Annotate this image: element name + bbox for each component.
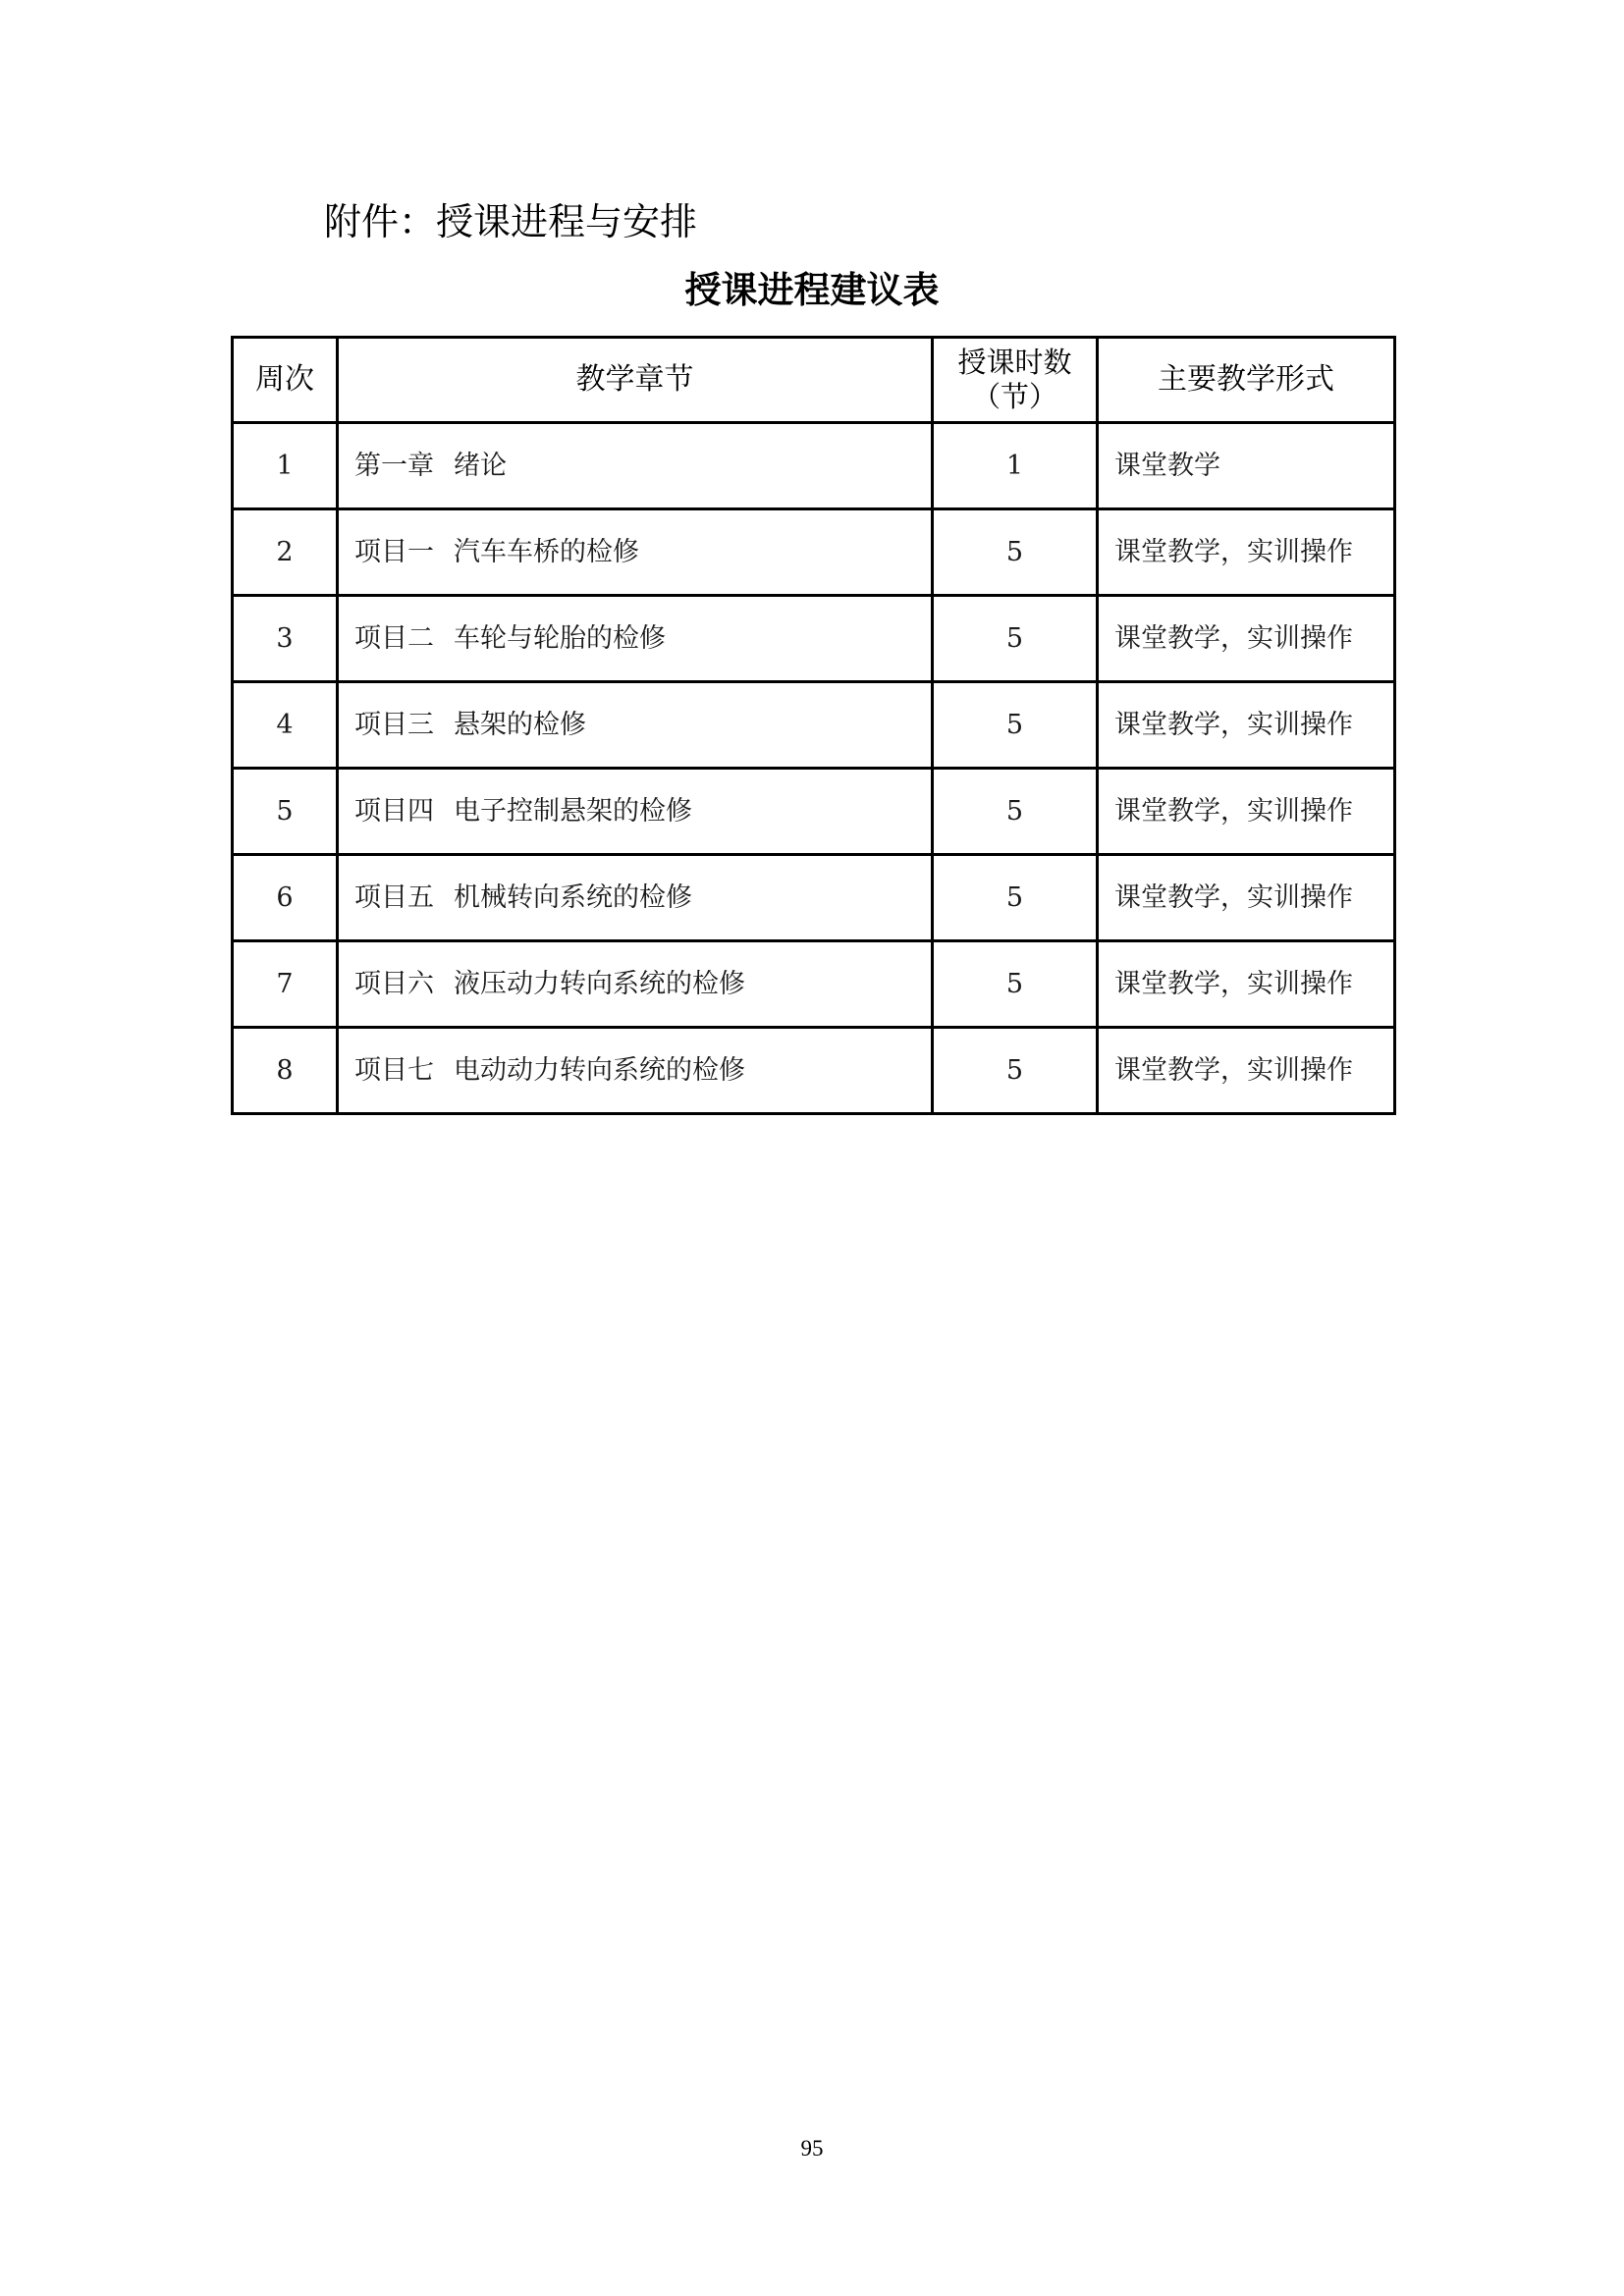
week-cell: 8	[233, 1028, 338, 1114]
header-hours-line1: 授课时数	[957, 346, 1072, 379]
attachment-heading: 附件：授课进程与安排	[324, 200, 698, 243]
chapter-label: 项目四	[354, 795, 434, 827]
teaching-schedule-table	[231, 336, 1396, 1115]
form-cell: 课堂教学	[1098, 423, 1395, 509]
form-cell: 课堂教学，实训操作	[1098, 596, 1395, 682]
chapter-title: 电子控制悬架的检修	[454, 795, 692, 827]
week-cell: 2	[233, 509, 338, 596]
chapter-cell	[338, 682, 933, 769]
chapter-title: 汽车车桥的检修	[454, 536, 639, 567]
header-chapter: 教学章节	[338, 338, 933, 423]
header-hours	[933, 338, 1098, 423]
chapter-label: 项目七	[354, 1054, 434, 1086]
hours-cell: 5	[933, 1028, 1098, 1114]
chapter-cell	[338, 509, 933, 596]
hours-cell: 5	[933, 855, 1098, 941]
chapter-label: 项目一	[354, 536, 434, 567]
chapter-cell	[338, 769, 933, 855]
chapter-title: 绪论	[454, 450, 507, 481]
table-row	[233, 855, 1395, 941]
week-cell: 6	[233, 855, 338, 941]
chapter-label: 第一章	[354, 450, 434, 481]
table-row	[233, 682, 1395, 769]
chapter-label: 项目二	[354, 622, 434, 654]
chapter-title: 车轮与轮胎的检修	[454, 622, 666, 654]
week-cell: 5	[233, 769, 338, 855]
week-cell: 1	[233, 423, 338, 509]
week-cell: 7	[233, 941, 338, 1028]
hours-cell: 5	[933, 682, 1098, 769]
form-cell: 课堂教学，实训操作	[1098, 682, 1395, 769]
table-row	[233, 509, 1395, 596]
table-row	[233, 596, 1395, 682]
form-cell: 课堂教学，实训操作	[1098, 769, 1395, 855]
chapter-title: 电动动力转向系统的检修	[454, 1054, 745, 1086]
page-number: 95	[800, 2136, 824, 2161]
chapter-cell	[338, 941, 933, 1028]
chapter-title: 悬架的检修	[454, 709, 586, 740]
table-row	[233, 769, 1395, 855]
chapter-cell	[338, 423, 933, 509]
chapter-label: 项目五	[354, 881, 434, 913]
table-row	[233, 941, 1395, 1028]
hours-cell: 1	[933, 423, 1098, 509]
header-week: 周次	[233, 338, 338, 423]
table-row	[233, 1028, 1395, 1114]
header-hours-line2: （节）	[971, 380, 1057, 413]
form-cell: 课堂教学，实训操作	[1098, 509, 1395, 596]
table-title: 授课进程建议表	[684, 268, 940, 311]
form-cell: 课堂教学，实训操作	[1098, 1028, 1395, 1114]
chapter-title: 液压动力转向系统的检修	[454, 968, 745, 999]
chapter-title: 机械转向系统的检修	[454, 881, 692, 913]
chapter-label: 项目六	[354, 968, 434, 999]
chapter-label: 项目三	[354, 709, 434, 740]
header-form: 主要教学形式	[1098, 338, 1395, 423]
form-cell: 课堂教学，实训操作	[1098, 941, 1395, 1028]
table-header-row	[233, 338, 1395, 423]
chapter-cell	[338, 596, 933, 682]
week-cell: 4	[233, 682, 338, 769]
hours-cell: 5	[933, 941, 1098, 1028]
hours-cell: 5	[933, 769, 1098, 855]
week-cell: 3	[233, 596, 338, 682]
chapter-cell	[338, 1028, 933, 1114]
hours-cell: 5	[933, 596, 1098, 682]
hours-cell: 5	[933, 509, 1098, 596]
table-row	[233, 423, 1395, 509]
chapter-cell	[338, 855, 933, 941]
form-cell: 课堂教学，实训操作	[1098, 855, 1395, 941]
